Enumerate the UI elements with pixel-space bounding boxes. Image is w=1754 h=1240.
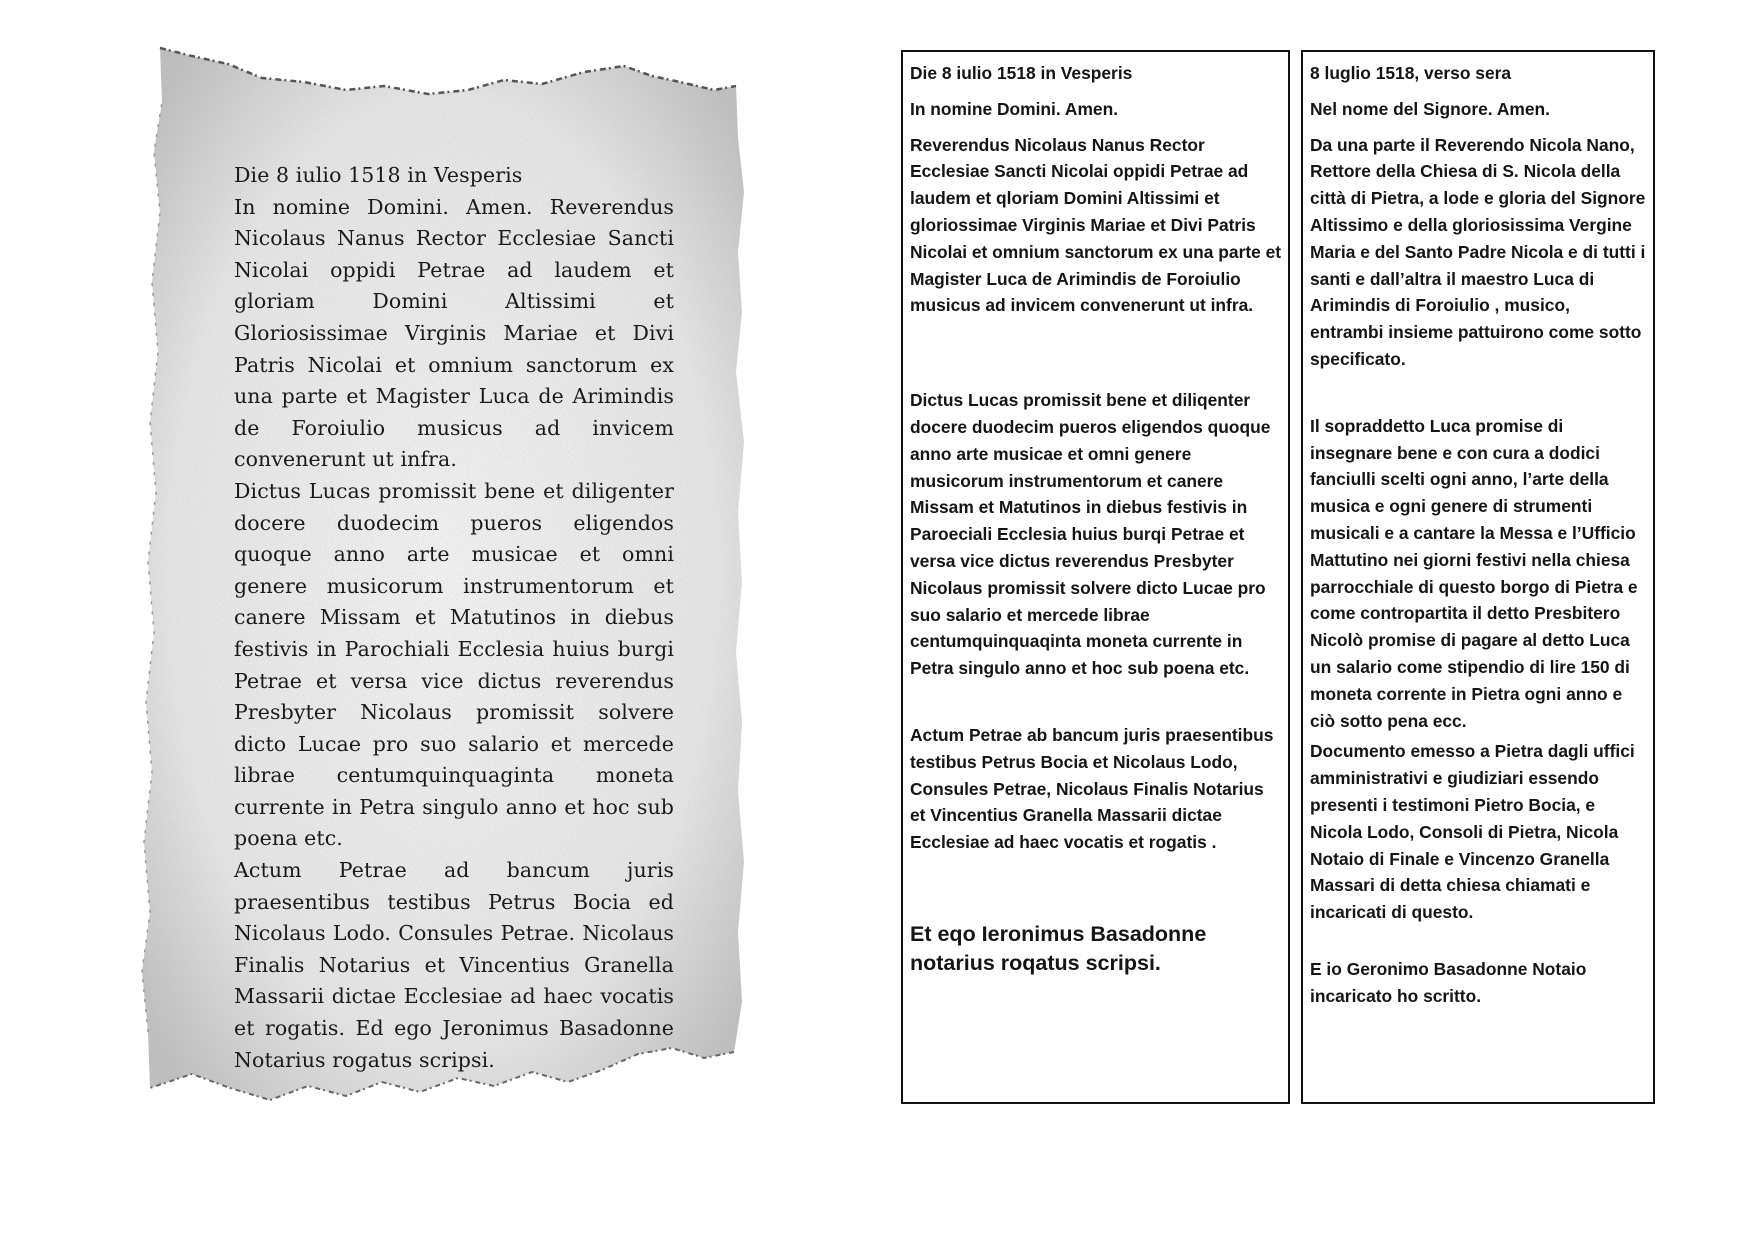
parchment-document bbox=[132, 42, 772, 1130]
italian-paragraph-1-text-a: il Reverendo Nicola Nano, Rettore della Chiesa di S. Nicola della città di Pietra, a lode e gloria del Signore Altissimo e della gloriosissima Vergine Maria e del Santo Padre Nicola e di tutti i santi bbox=[1310, 134, 1646, 289]
parchment-paragraph-3: Actum Petrae ad bancum juris praesentibus testibus Petrus Bocia ed Nicolaus Lodo. Consules Petrae. Nicolaus Finalis Notarius et Vincentius Granella Massarii dictae Ecclesiae ad haec vocatis et rogatis. Ed ego Jeronimus Basadonne Notarius rogatus scripsi. bbox=[234, 858, 674, 1072]
italian-date: 8 luglio 1518, verso sera bbox=[1310, 63, 1512, 83]
italian-translation-box bbox=[1301, 50, 1655, 1104]
latin-paragraph-2: Dictus Lucas promissit bene et diliqenter docere duodecim pueros eligendos quoque anno arte musicae et omni genere musicorum instrumentorum et canere Missam et Matutinos in diebus festivis in Paroeciali Ecclesia huius burqi Petrae et versa vice dictus reverendus Presbyter Nicolaus promissit solvere dicto Lucae pro suo salario et mercede librae centumquinquaqinta moneta currente in Petra singulo anno et hoc sub poena etc. bbox=[910, 390, 1271, 679]
latin-keyword-convenerunt: convenerunt bbox=[1080, 295, 1185, 316]
italian-keyword-dall-altra: e dall’altra bbox=[1355, 268, 1442, 289]
italian-keyword-da-una-parte: Da una parte bbox=[1310, 134, 1416, 155]
parchment-paragraph-1: In nomine Domini. Amen. Reverendus Nicolaus Nanus Rector Ecclesiae Sancti Nicolai oppidi Petrae ad laudem et gloriam Domini Altissimi et Gloriosissimae Virginis Mariae et Divi Patris Nicolai et omnium sanctorum ex una parte et Magister Luca de Arimindis de Foroiulio musicus ad invicem convenerunt ut infra. bbox=[234, 194, 674, 472]
italian-closing: E io Geronimo Basadonne Notaio incaricato ho scritto. bbox=[1310, 958, 1587, 1006]
latin-paragraph-3: Actum Petrae ab bancum juris praesentibus testibus Petrus Bocia et Nicolaus Lodo, Consules Petrae, Nicolaus Finalis Notarius et Vincentius Granella Massarii dictae Ecclesiae ad haec vocatis et rogatis . bbox=[910, 724, 1274, 853]
italian-paragraph-1 bbox=[1310, 132, 1647, 373]
latin-invocation: In nomine Domini. Amen. bbox=[910, 98, 1119, 119]
latin-paragraph-1-end: ut infra. bbox=[1184, 295, 1254, 316]
parchment-paragraph-2: Dictus Lucas promissit bene et diligenter docere duodecim pueros eligendos quoque anno arte musicae et omni genere musicorum instrumentorum et canere Missam et Matutinos in diebus festivis in Parochiali Ecclesia huius burgi Petrae et versa vice dictus reverendus Presbyter Nicolaus promissit solvere dicto Lucae pro suo salario et mercede librae centumquinquaginta moneta currente in Petra singulo anno et hoc sub poena etc. bbox=[234, 478, 674, 851]
parchment-date-line: Die 8 iulio 1518 in Vesperis bbox=[234, 163, 523, 187]
italian-paragraph-2: Il sopraddetto Luca promise di insegnare bene e con cura a dodici fanciulli scelti ogni anno, l’arte della musica e ogni genere di strumenti musicali e a cantare la Messa e l’Ufficio Mattutino nei giorni festivi nella chiesa parrocchiale di questo borgo di Pietra e come contropartita il detto Presbitero Nicolò promise di pagare al detto Luca un salario come stipendio di lire 150 di moneta corrente in Pietra ogni anno e ciò sotto pena ecc. bbox=[1310, 415, 1638, 731]
latin-closing: Et eqo Ieronimus Basadonne notarius roqatus scripsi. bbox=[910, 921, 1207, 975]
parchment-text bbox=[234, 160, 674, 1076]
latin-paragraph-1 bbox=[910, 132, 1282, 320]
latin-transcription-box bbox=[901, 50, 1290, 1104]
latin-date: Die 8 iulio 1518 in Vesperis bbox=[910, 63, 1133, 83]
latin-paragraph-1-text: Reverendus Nicolaus Nanus Rector Ecclesiae Sancti Nicolai oppidi Petrae ad laudem et qloriam Domini Altissimi et gloriossimae Virginis Mariae et Divi Patris Nicolai et omnium sanctorum ex una parte et Magister Luca de Arimindis de Foroiulio musicus ad invicem bbox=[910, 134, 1282, 316]
italian-paragraph-1-text-b: il maestro Luca di Arimindis di Foroiulio , musico, entrambi insieme pattuirono come sotto specificato. bbox=[1310, 268, 1642, 369]
italian-invocation: Nel nome del Signore. Amen. bbox=[1310, 98, 1550, 119]
italian-paragraph-3: Documento emesso a Pietra dagli uffici amministrativi e giudiziari essendo presenti i testimoni Pietro Bocia, e Nicola Lodo, Consoli di Pietra, Nicola Notaio di Finale e Vincenzo Granella Massari di detta chiesa chiamati e incaricati di questo. bbox=[1310, 741, 1635, 923]
